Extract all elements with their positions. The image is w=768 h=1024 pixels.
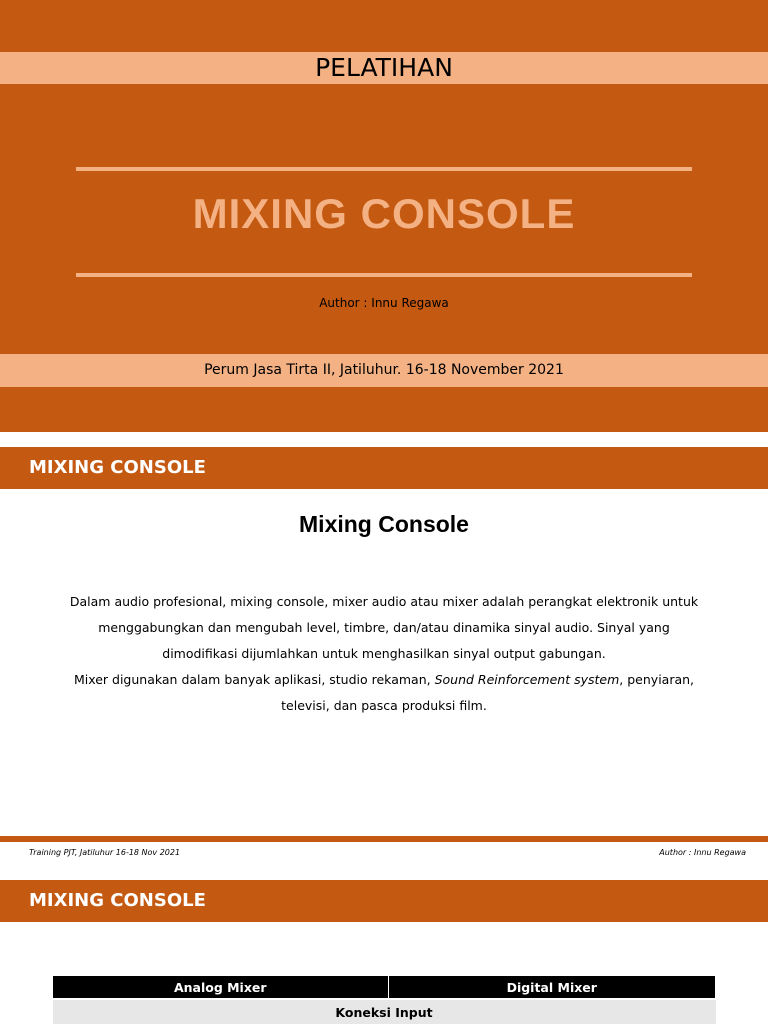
title-top-rule xyxy=(76,167,692,171)
table-row xyxy=(53,999,716,1024)
column-analog-mixer: Analog Mixer xyxy=(53,976,389,1000)
footer-training: Training PJT, Jatiluhur 16-18 Nov 2021 xyxy=(29,848,181,857)
footer-author: Author : Innu Regawa xyxy=(659,848,746,857)
training-label: PELATIHAN xyxy=(315,53,453,82)
table-header-row xyxy=(53,976,716,1000)
paragraph-emphasis: Sound Reinforcement system xyxy=(434,672,620,687)
author-line: Author : Innu Regawa xyxy=(319,296,449,310)
column-digital-mixer: Digital Mixer xyxy=(388,976,716,1000)
section-koneksi-input: Koneksi Input xyxy=(53,999,716,1024)
slide-header-bar xyxy=(0,880,768,922)
title-slide xyxy=(0,0,768,432)
slide-header-title: MIXING CONSOLE xyxy=(29,890,206,911)
slide-title: MIXING CONSOLE xyxy=(192,190,576,237)
paragraph-applications xyxy=(60,667,708,719)
footer-rule xyxy=(0,836,768,842)
comparison-table xyxy=(52,975,716,1024)
slide-header-bar xyxy=(0,447,768,489)
venue-line: Perum Jasa Tirta II, Jatiluhur. 16-18 November 2021 xyxy=(204,362,564,378)
paragraph-definition: Dalam audio profesional, mixing console, mixer audio atau mixer adalah perangkat elektronik untuk menggabungkan dan mengubah level, timbre, dan/atau dinamika sinyal audio. Sinyal yang dimodifikasi dijumlahkan untuk menghasilkan sinyal output gabungan. xyxy=(69,594,699,661)
paragraph-text: Mixer digunakan dalam banyak aplikasi, studio rekaman, xyxy=(73,672,435,687)
slide-header-title: MIXING CONSOLE xyxy=(29,457,206,478)
content-title: Mixing Console xyxy=(299,511,469,537)
comparison-slide xyxy=(0,880,768,1024)
content-slide xyxy=(0,447,768,842)
paragraph-text: , penyiaran, televisi, dan pasca produksi film. xyxy=(281,672,695,713)
title-bottom-rule xyxy=(76,273,692,277)
